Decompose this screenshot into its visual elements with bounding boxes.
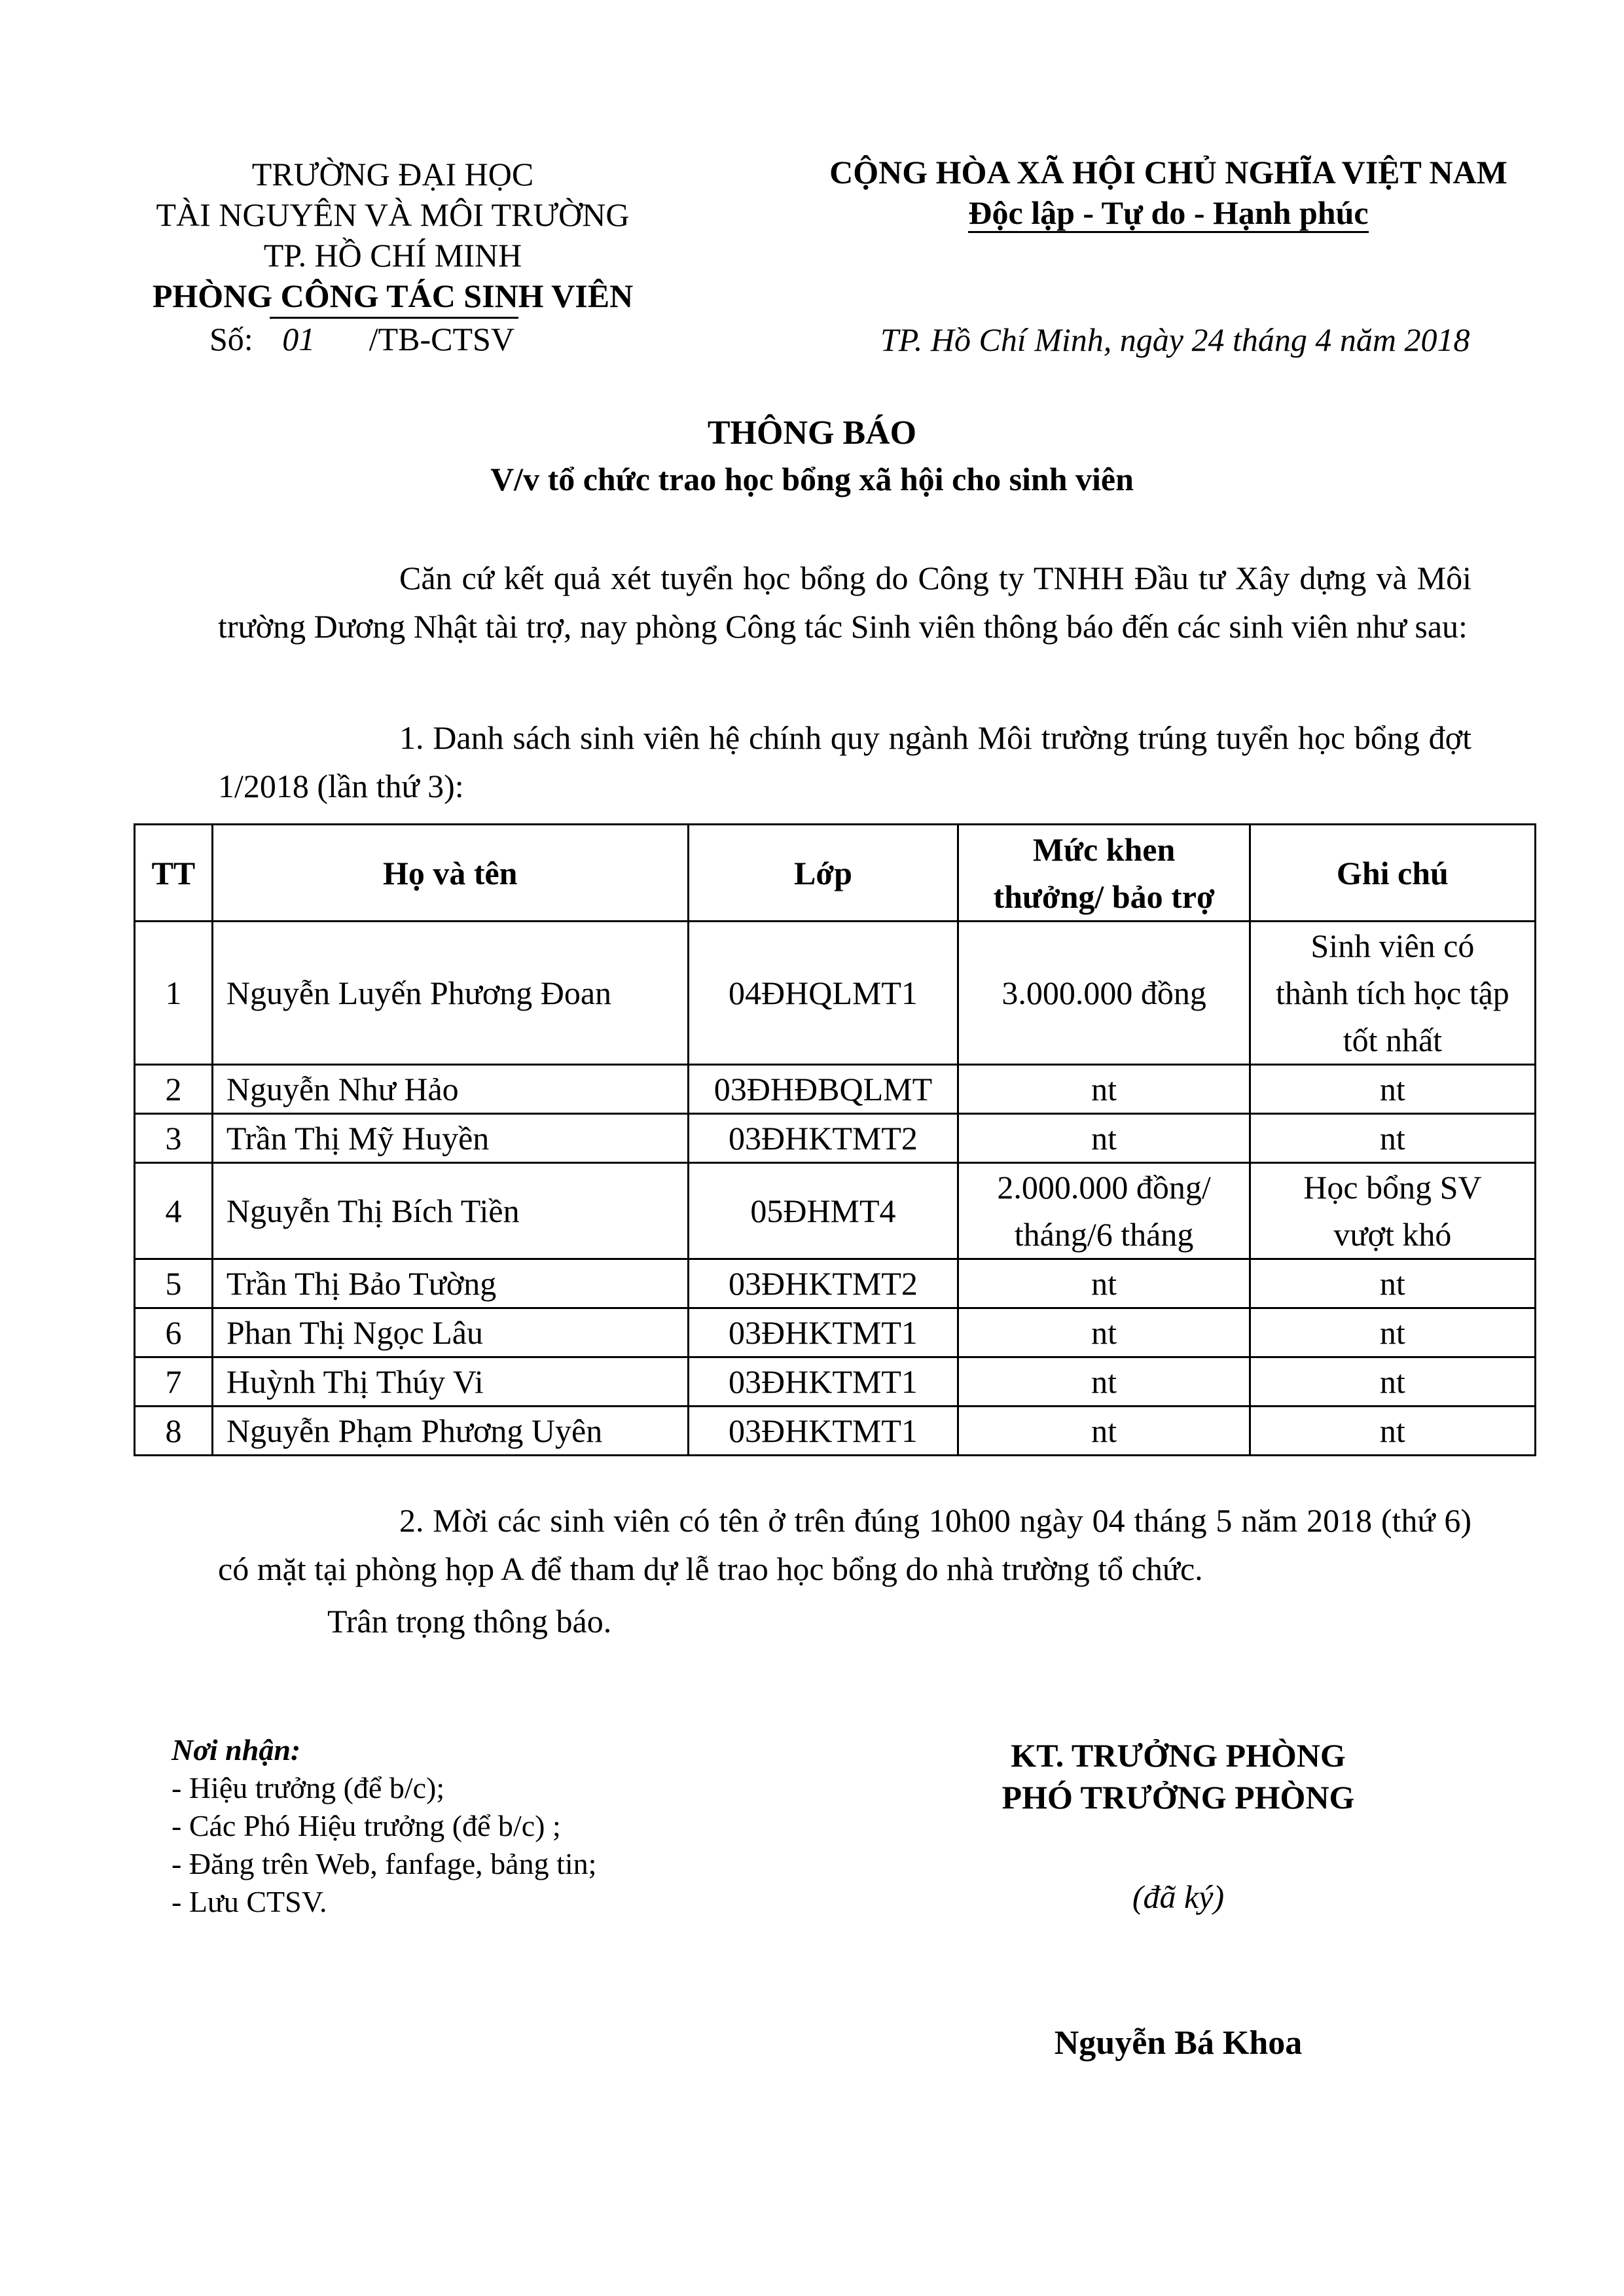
cell-class: 03ĐHKTMT1 <box>688 1357 958 1407</box>
cell-class: 03ĐHKTMT1 <box>688 1308 958 1357</box>
cell-tt: 4 <box>135 1163 213 1259</box>
table-row <box>135 1163 1536 1259</box>
signer-name: Nguyễn Bá Khoa <box>1054 2024 1303 2062</box>
cell-reward: 3.000.000 đồng <box>958 922 1250 1065</box>
table-header-row <box>135 825 1536 922</box>
item1-paragraph: 1. Danh sách sinh viên hệ chính quy ngành Môi trường trúng tuyển học bổng đợt 1/2018 (lần thứ 3): <box>218 719 1471 804</box>
intro-paragraph: Căn cứ kết quả xét tuyển học bổng do Công ty TNHH Đầu tư Xây dựng và Môi trường Dương Nhật tài trợ, nay phòng Công tác Sinh viên thông báo đến các sinh viên như sau: <box>218 560 1471 645</box>
closing-line: Trân trọng thông báo. <box>327 1603 612 1640</box>
cell-class: 03ĐHKTMT1 <box>688 1407 958 1456</box>
document-subject: V/v tổ chức trao học bổng xã hội cho sinh viên <box>490 461 1134 497</box>
issuer-university-line1: TRƯỜNG ĐẠI HỌC <box>251 156 534 192</box>
issuer-department: PHÒNG CÔNG TÁC SINH VIÊN <box>98 276 687 316</box>
cell-note: nt <box>1250 1308 1535 1357</box>
cell-class: 03ĐHKTMT2 <box>688 1259 958 1308</box>
document-number-value: 01 <box>282 321 316 357</box>
country-name: CỘNG HÒA XÃ HỘI CHỦ NGHĨA VIỆT NAM <box>829 154 1507 190</box>
cell-tt: 5 <box>135 1259 213 1308</box>
cell-reward: nt <box>958 1407 1250 1456</box>
cell-reward: nt <box>958 1259 1250 1308</box>
recipient-item: - Các Phó Hiệu trưởng (để b/c) ; <box>171 1809 561 1842</box>
cell-name: Nguyễn Phạm Phương Uyên <box>212 1407 688 1456</box>
document-number: Số: 01 /TB-CTSV <box>209 319 668 359</box>
item2-paragraph: 2. Mời các sinh viên có tên ở trên đúng 10h00 ngày 04 tháng 5 năm 2018 (thứ 6) có mặt tại phòng họp A để tham dự lễ trao học bổng do nhà trường tổ chức. <box>218 1502 1471 1587</box>
cell-name: Nguyễn Thị Bích Tiền <box>212 1163 688 1259</box>
cell-note: nt <box>1250 1065 1535 1114</box>
cell-name: Huỳnh Thị Thúy Vi <box>212 1357 688 1407</box>
signed-note: (đã ký) <box>1132 1878 1225 1915</box>
table-row <box>135 1114 1536 1163</box>
table-row <box>135 1065 1536 1114</box>
cell-note: nt <box>1250 1407 1535 1456</box>
recipient-item: - Lưu CTSV. <box>171 1885 327 1918</box>
table-row <box>135 1407 1536 1456</box>
table-row <box>135 1259 1536 1308</box>
cell-class: 04ĐHQLMT1 <box>688 922 958 1065</box>
cell-name: Nguyễn Luyến Phương Đoan <box>212 922 688 1065</box>
cell-note: nt <box>1250 1114 1535 1163</box>
cell-reward: nt <box>958 1114 1250 1163</box>
scholarship-table <box>134 823 1536 1456</box>
header-class: Lớp <box>688 825 958 922</box>
cell-name: Trần Thị Bảo Tường <box>212 1259 688 1308</box>
cell-note: Học bổng SV vượt khó <box>1250 1163 1535 1259</box>
table-row <box>135 1308 1536 1357</box>
cell-tt: 3 <box>135 1114 213 1163</box>
document-title: THÔNG BÁO <box>707 414 917 452</box>
recipient-item: - Đăng trên Web, fanfage, bảng tin; <box>171 1847 597 1880</box>
table-row <box>135 922 1536 1065</box>
motto-line: Độc lập - Tự do - Hạnh phúc <box>740 192 1597 233</box>
issuer-block <box>98 154 687 316</box>
cell-note: Sinh viên có thành tích học tập tốt nhất <box>1250 922 1535 1065</box>
header-tt: TT <box>135 825 213 922</box>
national-motto-block <box>740 152 1597 233</box>
issue-date: TP. Hồ Chí Minh, ngày 24 tháng 4 năm 2018 <box>880 321 1470 358</box>
recipient-item: - Hiệu trưởng (để b/c); <box>171 1771 445 1804</box>
cell-note: nt <box>1250 1259 1535 1308</box>
header-reward: Mức khen thưởng/ bảo trợ <box>958 825 1250 922</box>
cell-tt: 8 <box>135 1407 213 1456</box>
signature-title-2: PHÓ TRƯỞNG PHÒNG <box>1001 1779 1355 1816</box>
cell-note: nt <box>1250 1357 1535 1407</box>
issuer-city: TP. HỒ CHÍ MINH <box>263 237 522 274</box>
cell-class: 03ĐHKTMT2 <box>688 1114 958 1163</box>
signature-title-1: KT. TRƯỞNG PHÒNG <box>1011 1737 1346 1774</box>
cell-tt: 1 <box>135 922 213 1065</box>
header-note: Ghi chú <box>1250 825 1535 922</box>
cell-tt: 2 <box>135 1065 213 1114</box>
recipients-label: Nơi nhận: <box>171 1733 301 1767</box>
cell-name: Nguyễn Như Hảo <box>212 1065 688 1114</box>
cell-class: 05ĐHMT4 <box>688 1163 958 1259</box>
signature-block <box>864 1734 1492 2064</box>
cell-reward: nt <box>958 1065 1250 1114</box>
table-row <box>135 1357 1536 1407</box>
cell-tt: 6 <box>135 1308 213 1357</box>
cell-reward: nt <box>958 1308 1250 1357</box>
cell-tt: 7 <box>135 1357 213 1407</box>
cell-reward: nt <box>958 1357 1250 1407</box>
issuer-university-line2: TÀI NGUYÊN VÀ MÔI TRƯỜNG <box>156 196 630 233</box>
cell-class: 03ĐHĐBQLMT <box>688 1065 958 1114</box>
cell-name: Trần Thị Mỹ Huyền <box>212 1114 688 1163</box>
cell-name: Phan Thị Ngọc Lâu <box>212 1308 688 1357</box>
header-name: Họ và tên <box>212 825 688 922</box>
cell-reward: 2.000.000 đồng/ tháng/6 tháng <box>958 1163 1250 1259</box>
recipients-block <box>171 1731 761 1921</box>
